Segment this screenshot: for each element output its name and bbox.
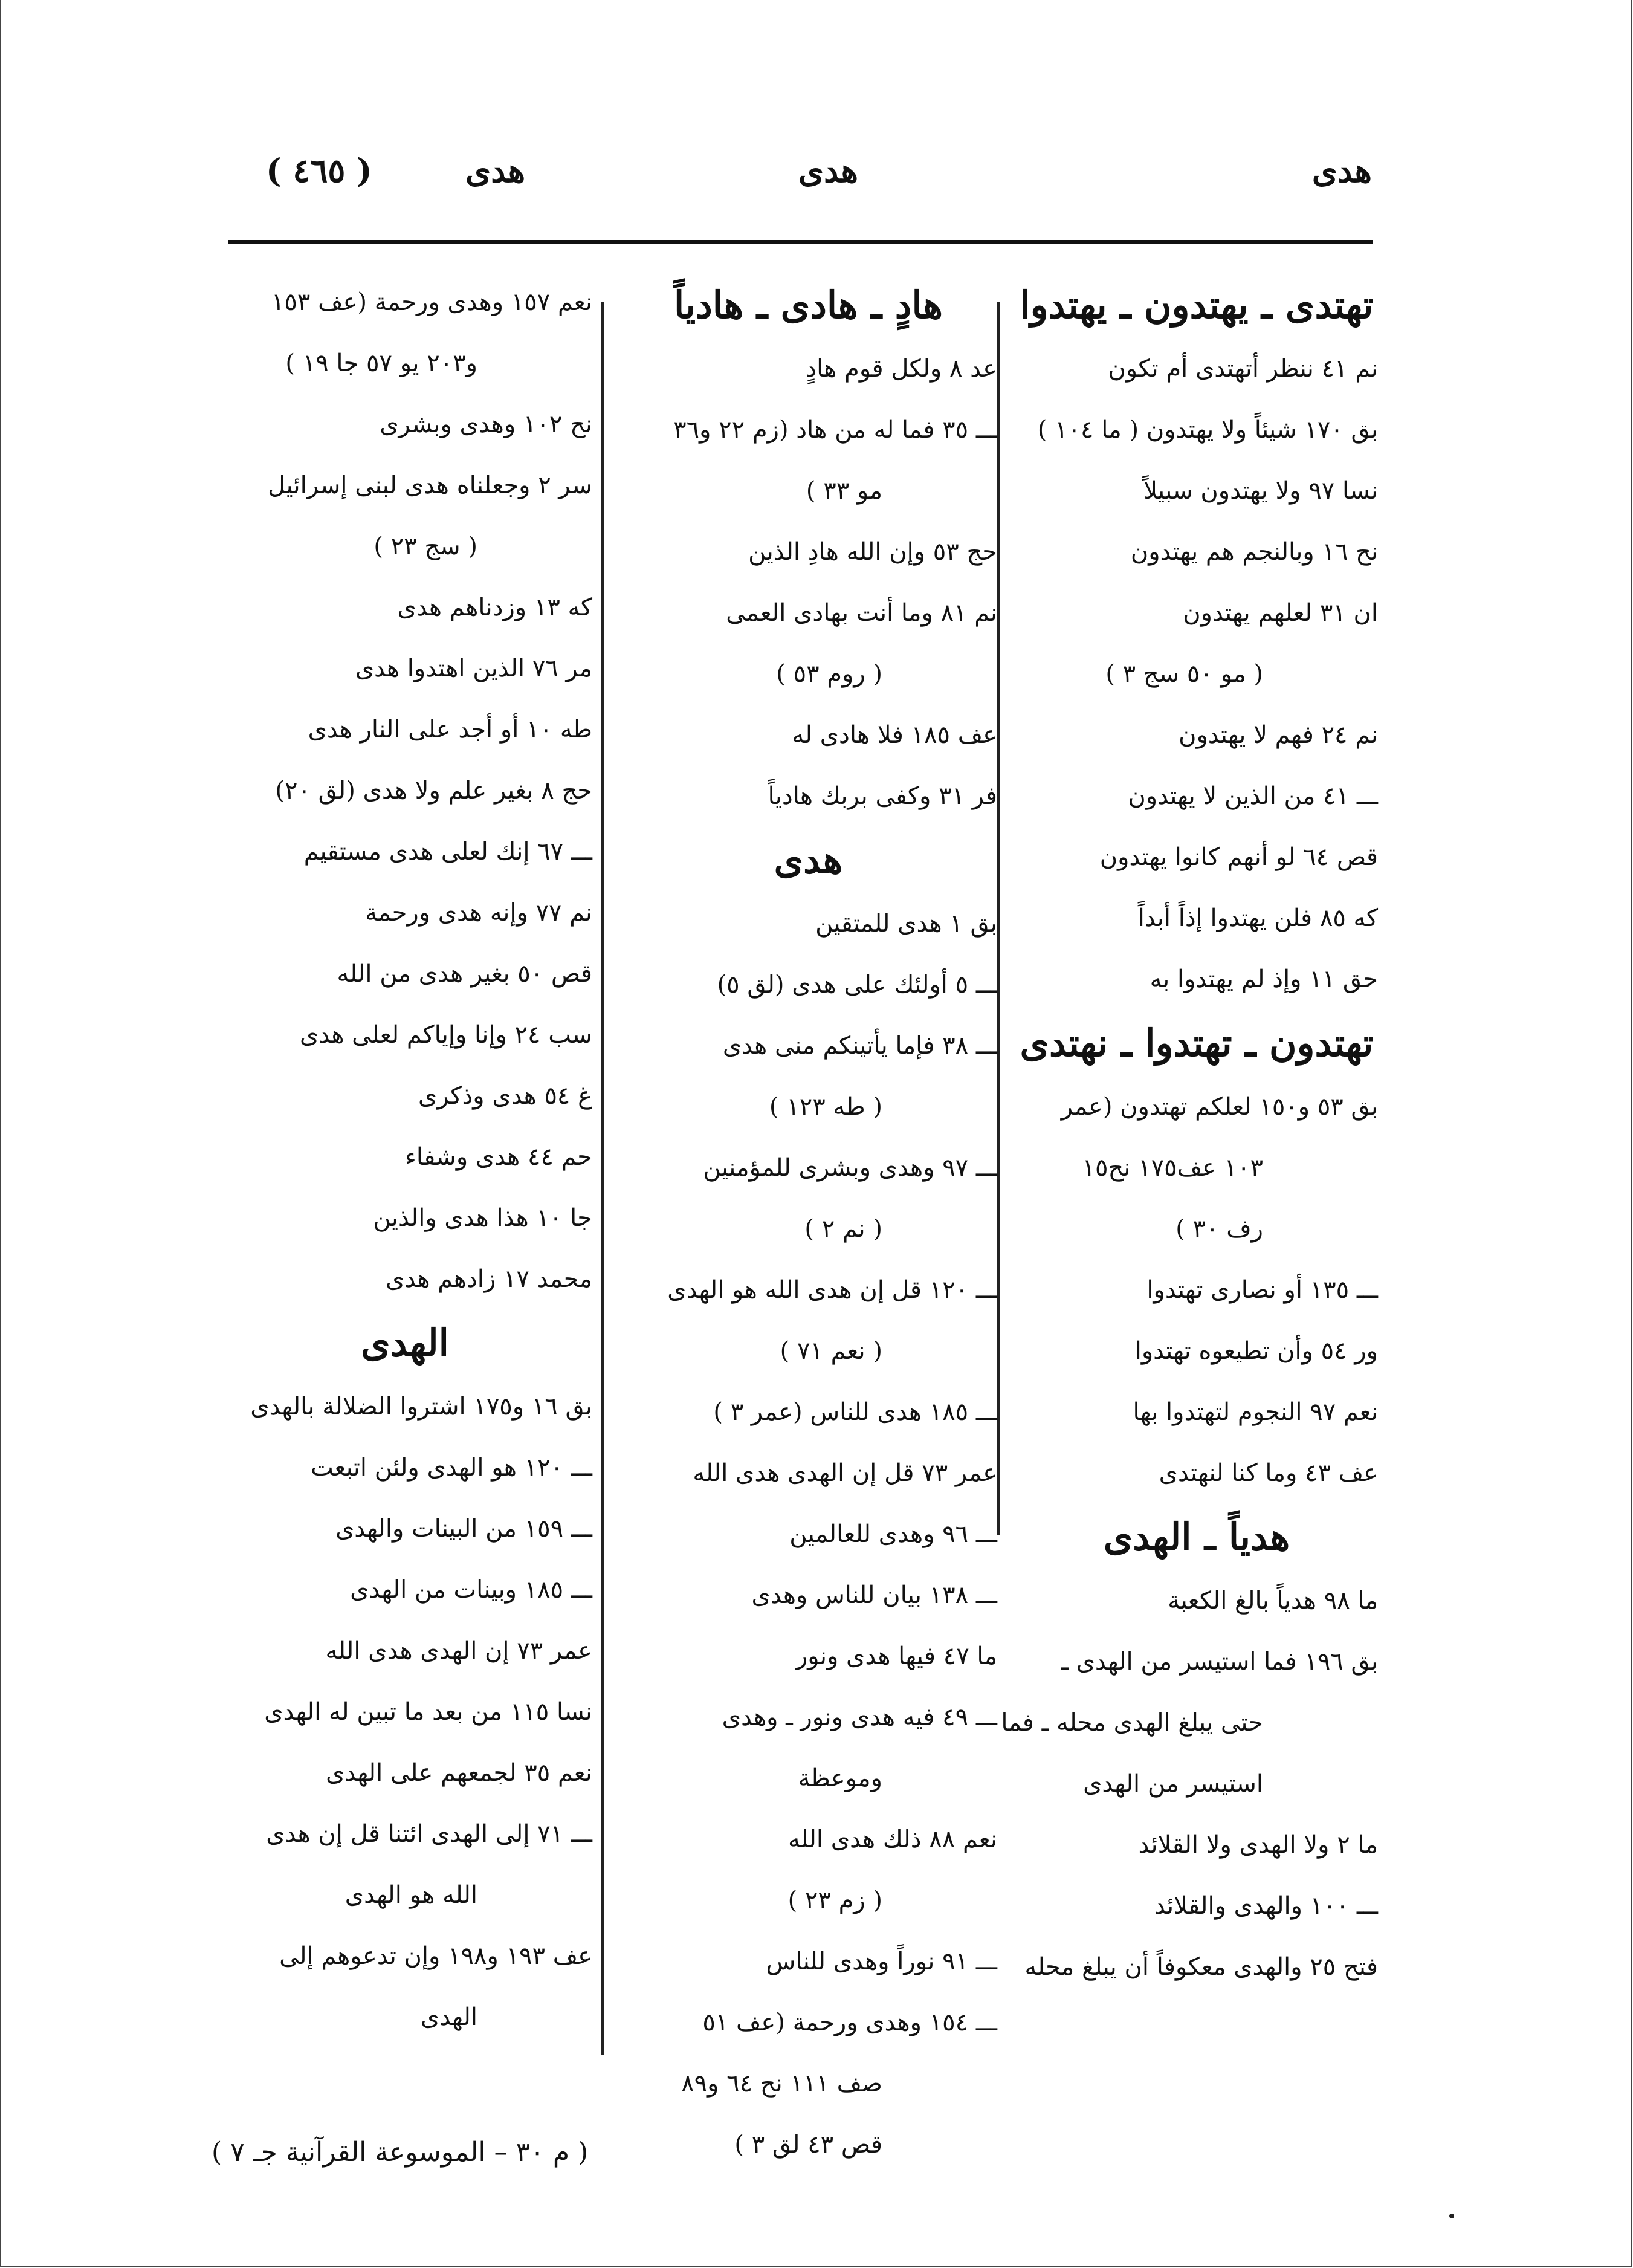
index-entry: ـــ ٣٥ فما له من هاد (زم ٢٢ و٣٦ [673, 416, 997, 444]
index-entry: ـــ ٩٧ وهدى وبشرى للمؤمنين [703, 1154, 997, 1182]
index-entry: حج ٥٣ وإن الله هادِ الذين [748, 538, 997, 566]
index-entry: ـــ ٤٩ فيه هدى ونور ـ وهدى [722, 1703, 997, 1731]
index-entry: حق ١١ وإذ لم يهتدوا به [1150, 965, 1378, 993]
index-entry: ـــ ١٨٥ وبينات من الهدى [350, 1576, 592, 1604]
index-entry: ـــ ١٥٩ من البينات والهدى [335, 1515, 592, 1543]
index-entry: عمر ٧٣ قل إن الهدى هدى الله [693, 1459, 997, 1487]
index-entry: قص ٦٤ لو أنهم كانوا يهتدون [1099, 843, 1378, 871]
index-entry: ـــ ٥ أولئك على هدى (لق ٥) [717, 971, 997, 999]
column-left [218, 272, 592, 2048]
index-entry: جا ١٠ هذا هدى والذين [373, 1204, 592, 1232]
index-entry: نعم ١٥٧ وهدى ورحمة (عف ١٥٣ [271, 288, 592, 316]
index-entry: ـــ ١٥٤ وهدى ورحمة (عف ٥١ [702, 2009, 997, 2036]
entry-continuation: رف ٣٠ ) [1175, 1215, 1263, 1243]
index-entry: ان ٣١ لعلهم يهتدون [1183, 599, 1378, 627]
index-entry: عد ٨ ولكل قوم هادٍ [806, 355, 997, 383]
entry-continuation: ( مو ٥٠ سج ٣ ) [1105, 660, 1263, 688]
section-heading: هادٍ ـ هادى ـ هادياً [674, 283, 943, 327]
entry-continuation: وموعظة [798, 1764, 882, 1792]
entry-continuation: ( نم ٢ ) [804, 1215, 882, 1243]
entry-continuation: الله هو الهدى [344, 1881, 477, 1909]
index-entry: سب ٢٤ وإنا وإياكم لعلى هدى [300, 1021, 592, 1049]
index-entry: عف ١٩٣ و١٩٨ وإن تدعوهم إلى [279, 1942, 592, 1970]
index-entry: ـــ ١٣٥ أو نصارى تهتدوا [1146, 1276, 1378, 1304]
index-entry: ـــ ٤١ من الذين لا يهتدون [1128, 782, 1378, 810]
index-entry: نم ٨١ وما أنت بهادى العمى [726, 599, 997, 627]
entry-continuation: صف ١١١ نح ٦٤ و٨٩ [681, 2070, 882, 2098]
header-center-word: هدى [798, 151, 858, 190]
entry-continuation: ( نعم ٧١ ) [780, 1337, 882, 1365]
index-entry: ما ٩٨ هدياً بالغ الكعبة [1168, 1587, 1378, 1615]
index-entry: فتح ٢٥ والهدى معكوفاً أن يبلغ محله [1024, 1953, 1378, 1981]
index-entry: فر ٣١ وكفى بربك هادياً [768, 782, 997, 810]
section-heading: تهتدى ـ يهتدون ـ يهتدوا [1020, 283, 1374, 327]
header-rule [228, 240, 1373, 244]
entry-continuation: ( روم ٥٣ ) [776, 660, 882, 688]
index-entry: نسا ١١٥ من بعد ما تبين له الهدى [264, 1698, 592, 1726]
entry-continuation: مو ٣٣ ) [806, 477, 882, 505]
index-entry: ـــ ١٠٠ والهدى والقلائد [1154, 1892, 1378, 1920]
index-entry: سر ٢ وجعلناه هدى لبنى إسرائيل [268, 471, 592, 499]
index-entry: نعم ٨٨ ذلك هدى الله [788, 1826, 997, 1853]
index-entry: نح ١٦ وبالنجم هم يهتدون [1130, 538, 1378, 566]
index-entry: نم ٧٧ وإنه هدى ورحمة [365, 899, 592, 927]
page-number: ( ٤٦٥ ) [266, 151, 372, 190]
column-divider-left [601, 302, 604, 2055]
index-entry: ـــ ٩٦ وهدى للعالمين [789, 1520, 997, 1548]
header-left-word: هدى [465, 151, 526, 190]
index-entry: عف ٤٣ وما كنا لنهتدى [1159, 1459, 1378, 1487]
index-entry: عمر ٧٣ إن الهدى هدى الله [325, 1637, 592, 1665]
header-right-word: هدى [1311, 151, 1372, 190]
entry-continuation: استيسر من الهدى [1083, 1770, 1263, 1798]
index-entry: ـــ ٧١ إلى الهدى ائتنا قل إن هدى [266, 1820, 592, 1848]
index-entry: ـــ ١٨٥ هدى للناس (عمر ٣ ) [713, 1398, 997, 1426]
index-entry: حم ٤٤ هدى وشفاء [405, 1143, 592, 1171]
index-entry: ـــ ١٢٠ هو الهدى ولئن اتبعت [311, 1454, 592, 1482]
index-entry: ما ٢ ولا الهدى ولا القلائد [1138, 1831, 1378, 1859]
entry-continuation: ( طه ١٢٣ ) [769, 1093, 882, 1121]
column-middle [619, 272, 997, 2176]
index-entry: بق ١٧٠ شيئاً ولا يهتدون ( ما ١٠٤ ) [1037, 416, 1378, 444]
column-right [1001, 272, 1378, 1998]
index-entry: قص ٥٠ بغير هدى من الله [337, 960, 592, 988]
index-entry: عف ١٨٥ فلا هادى له [792, 721, 997, 749]
index-entry: ور ٥٤ وأن تطيعوه تهتدوا [1134, 1337, 1378, 1365]
index-entry: ـــ ٣٨ فإما يأتينكم منى هدى [722, 1032, 997, 1060]
index-entry: ـــ ٩١ نوراً وهدى للناس [766, 1948, 997, 1975]
index-entry: بق ٥٣ و١٥٠ لعلكم تهتدون (عمر [1061, 1093, 1378, 1121]
index-entry: ما ٤٧ فيها هدى ونور [795, 1642, 997, 1670]
page-header [224, 151, 1372, 206]
entry-continuation: الهدى [420, 2003, 477, 2031]
section-heading: هدياً ـ الهدى [1103, 1515, 1290, 1559]
index-entry: نعم ٣٥ لجمعهم على الهدى [326, 1759, 592, 1787]
section-heading: تهتدون ـ تهتدوا ـ نهتدى [1020, 1021, 1374, 1065]
index-entry: بق ١ هدى للمتقين [815, 910, 997, 938]
scan-speck [1449, 2214, 1454, 2218]
entry-continuation: قص ٤٣ لق ٣ ) [734, 2131, 882, 2159]
section-heading: الهدى [361, 1321, 449, 1365]
section-heading: هدى [774, 838, 843, 882]
index-entry: نم ٢٤ فهم لا يهتدون [1179, 721, 1378, 749]
index-entry: نح ١٠٢ وهدى وبشرى [380, 410, 592, 438]
column-divider-right [997, 302, 1000, 1535]
index-entry: ـــ ١٢٠ قل إن هدى الله هو الهدى [667, 1276, 997, 1304]
index-entry: طه ١٠ أو أجد على النار هدى [308, 716, 592, 744]
index-entry: نم ٤١ ننظر أتهتدى أم تكون [1108, 355, 1378, 383]
index-entry: بق ١٦ و١٧٥ اشتروا الضلالة بالهدى [250, 1393, 592, 1421]
index-entry: نسا ٩٧ ولا يهتدون سبيلاً [1143, 477, 1378, 505]
index-entry: حج ٨ بغير علم ولا هدى (لق ٢٠) [275, 777, 592, 805]
page-footer: ( م ٣٠ – الموسوعة القرآنية جـ ٧ ) [212, 2137, 589, 2168]
entry-continuation: ( سج ٢٣ ) [373, 533, 477, 560]
entry-continuation: حتى يبلغ الهدى محله ـ فما [1001, 1709, 1263, 1737]
index-entry: ـــ ١٣٨ بيان للناس وهدى [751, 1581, 997, 1609]
index-entry: ـــ ٦٧ إنك لعلى هدى مستقيم [303, 838, 592, 866]
entry-continuation: و٢٠٣ يو ٥٧ جا ١٩ ) [285, 349, 477, 377]
index-entry: بق ١٩٦ فما استيسر من الهدى ـ [1061, 1648, 1378, 1676]
index-entry: مر ٧٦ الذين اهتدوا هدى [355, 655, 592, 682]
index-entry: كه ٨٥ فلن يهتدوا إذاً أبداً [1137, 904, 1378, 932]
index-entry: غ ٥٤ هدى وذكرى [418, 1082, 592, 1110]
entry-continuation: ١٠٣ عف١٧٥ نح١٥ [1082, 1154, 1263, 1182]
index-entry: محمد ١٧ زادهم هدى [386, 1265, 592, 1293]
index-entry: نعم ٩٧ النجوم لتهتدوا بها [1133, 1398, 1378, 1426]
index-entry: كه ١٣ وزدناهم هدى [397, 594, 592, 621]
entry-continuation: ( زم ٢٣ ) [787, 1887, 882, 1914]
